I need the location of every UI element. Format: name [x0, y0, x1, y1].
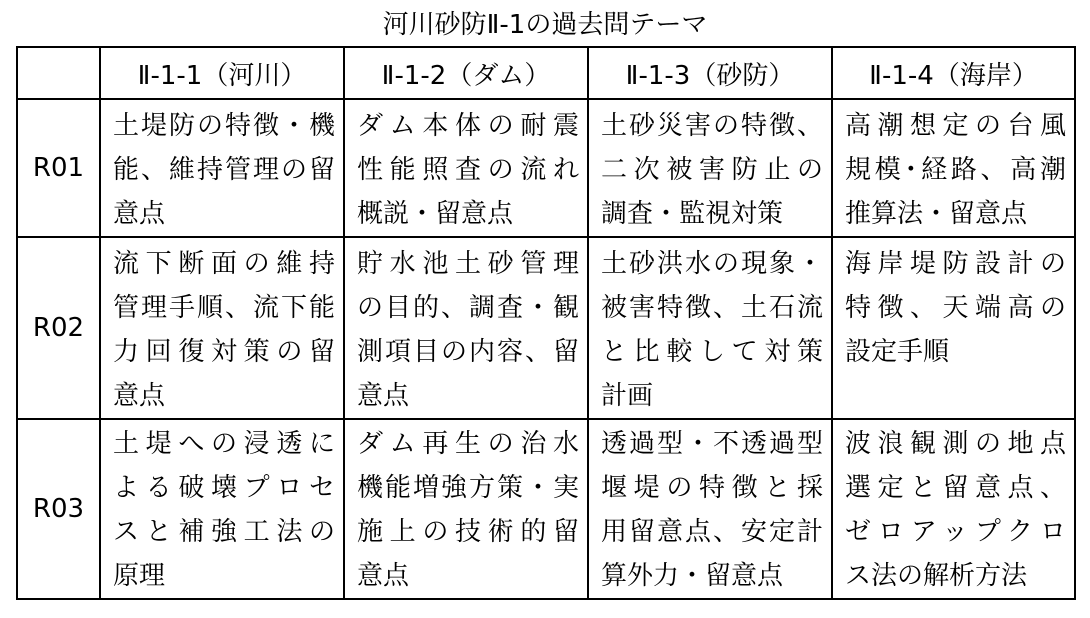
table-row — [17, 99, 1075, 237]
cell-line: 用留意点、安定計 — [601, 517, 823, 547]
cell-line: 特徴、天端高の — [845, 293, 1066, 323]
table-cell — [100, 99, 344, 237]
corner-cell — [17, 47, 100, 99]
table-row — [17, 237, 1075, 419]
cell-line: 性能照査の流れ — [357, 155, 579, 185]
cell-line: 土砂災害の特徴、 — [601, 111, 823, 141]
cell-line: 算外力・留意点 — [601, 561, 784, 591]
column-header: Ⅱ-1-1（河川） — [100, 47, 344, 99]
cell-line: 意点 — [357, 561, 410, 591]
cell-line: 機能増強方策・実 — [357, 473, 579, 503]
cell-line: 波浪観測の地点 — [845, 429, 1066, 459]
header-row — [17, 47, 1075, 99]
cell-line: ス法の解析方法 — [845, 561, 1028, 591]
table-cell — [588, 237, 832, 419]
cell-line: 土堤への浸透に — [113, 429, 335, 459]
row-label: R02 — [17, 237, 100, 419]
cell-line: 概説・留意点 — [357, 199, 514, 229]
table-cell — [832, 237, 1075, 419]
cell-line: 規模･経路、高潮 — [845, 155, 1066, 185]
table-title: 河川砂防Ⅱ-1の過去問テーマ — [382, 10, 708, 40]
cell-line: 計画 — [601, 381, 654, 411]
cell-line: 施上の技術的留 — [357, 517, 579, 547]
cell-line: スと補強工法の — [113, 517, 335, 547]
row-label: R03 — [17, 419, 100, 599]
cell-line: 高潮想定の台風 — [845, 111, 1066, 141]
cell-line: 貯水池土砂管理 — [357, 249, 579, 279]
row-label: R01 — [17, 99, 100, 237]
cell-line: 能、維持管理の留 — [113, 155, 335, 185]
table-cell — [588, 99, 832, 237]
cell-line: 流下断面の維持 — [113, 249, 335, 279]
table-row — [17, 419, 1075, 599]
column-header: Ⅱ-1-2（ダム） — [344, 47, 588, 99]
table-cell — [344, 237, 588, 419]
cell-line: 推算法・留意点 — [845, 199, 1028, 229]
table-cell — [100, 419, 344, 599]
cell-line: 測項目の内容、留 — [357, 337, 579, 367]
cell-line: 意点 — [113, 381, 166, 411]
cell-line: 海岸堤防設計の — [845, 249, 1066, 279]
cell-line: 透過型・不透過型 — [601, 429, 823, 459]
column-header: Ⅱ-1-4（海岸） — [832, 47, 1075, 99]
themes-table — [16, 46, 1076, 600]
cell-line: 調査・監視対策 — [601, 199, 784, 229]
cell-line: ゼロアップクロ — [845, 517, 1066, 547]
table-cell — [588, 419, 832, 599]
cell-line: の目的、調査・観 — [357, 293, 579, 323]
cell-line: 力回復対策の留 — [113, 337, 335, 367]
cell-line: 土砂洪水の現象・ — [601, 249, 823, 279]
table-cell — [832, 419, 1075, 599]
cell-line: 堰堤の特徴と採 — [601, 473, 823, 503]
cell-line: 設定手順 — [845, 337, 950, 367]
cell-line: 二次被害防止の — [601, 155, 823, 185]
cell-line: ダム再生の治水 — [357, 429, 579, 459]
cell-line: よる破壊プロセ — [113, 473, 335, 503]
cell-line: 原理 — [113, 561, 166, 591]
cell-line: 被害特徴、土石流 — [601, 293, 823, 323]
cell-line: と比較して対策 — [601, 337, 823, 367]
table-cell — [344, 99, 588, 237]
table-cell — [100, 237, 344, 419]
cell-line: 意点 — [357, 381, 410, 411]
cell-line: 土堤防の特徴・機 — [113, 111, 335, 141]
cell-line: 管理手順、流下能 — [113, 293, 335, 323]
cell-line: ダム本体の耐震 — [357, 111, 579, 141]
table-cell — [344, 419, 588, 599]
table-cell — [832, 99, 1075, 237]
cell-line: 選定と留意点、 — [845, 473, 1066, 503]
column-header: Ⅱ-1-3（砂防） — [588, 47, 832, 99]
cell-line: 意点 — [113, 199, 166, 229]
